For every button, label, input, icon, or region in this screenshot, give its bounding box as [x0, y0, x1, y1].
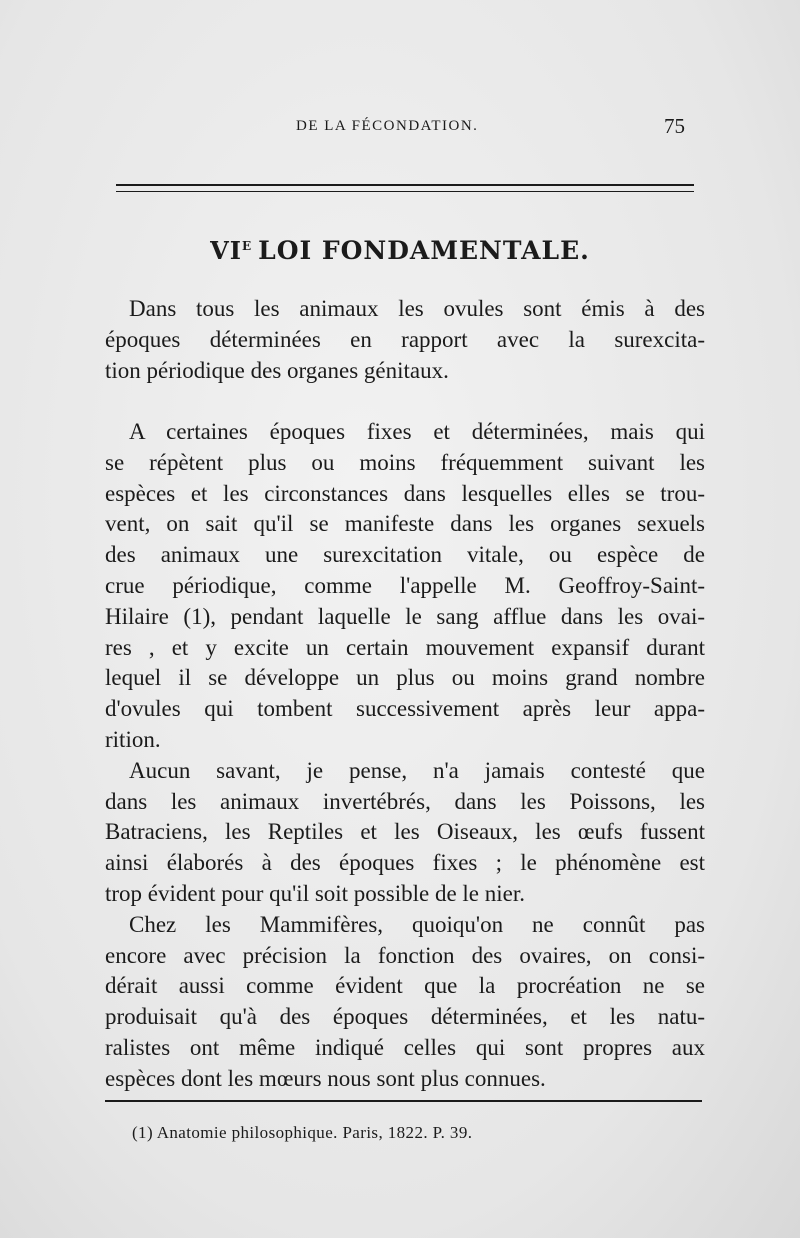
text-line: se répètent plus ou moins fréquemment suivant les	[105, 449, 705, 475]
text-line: époques déterminées en rapport avec la surexcita-	[105, 326, 705, 352]
section-title: LOI FONDAMENTALE.	[258, 236, 590, 265]
text-line: lequel il se développe un plus ou moins grand nombre	[105, 665, 705, 691]
footnote: (1) Anatomie philosophique. Paris, 1822. P. 39.	[132, 1123, 473, 1142]
running-head: DE LA FÉCONDATION.	[296, 118, 479, 134]
text-line: rition.	[105, 726, 161, 752]
text-line: encore avec précision la fonction des ovaires, on consi-	[105, 942, 705, 968]
text-line: Hilaire (1), pendant laquelle le sang afflue dans les ovai-	[105, 603, 705, 629]
text-line: A certaines époques fixes et déterminées, mais qui	[129, 419, 705, 444]
section-numeral-superscript: E	[241, 239, 253, 253]
text-line: dérait aussi comme évident que la procréation ne se	[105, 973, 705, 999]
text-line: produisait qu'à des époques déterminées, et les natu-	[105, 1004, 705, 1030]
text-line: Aucun savant, je pense, n'a jamais contesté que	[129, 757, 705, 783]
text-line: vent, on sait qu'il se manifeste dans les organes sexuels	[105, 511, 705, 537]
text-line: ainsi élaborés à des époques fixes ; le phénomène est	[105, 850, 705, 876]
text-line: espèces et les circonstances dans lesquelles elles se trou-	[105, 480, 705, 506]
text-line: res , et y excite un certain mouvement expansif durant	[105, 634, 705, 660]
section-heading	[0, 236, 800, 265]
text-line: d'ovules qui tombent successivement après leur appa-	[105, 696, 705, 722]
text-line: espèces dont les mœurs nous sont plus connues.	[105, 1065, 546, 1091]
text-line: tion périodique des organes génitaux.	[105, 357, 449, 383]
paragraph-1	[105, 417, 705, 1095]
page-number: 75	[664, 114, 685, 138]
footnote-rule	[105, 1100, 702, 1102]
text-line: Batraciens, les Reptiles et les Oiseaux, les œufs fussent	[105, 819, 705, 845]
header-rule	[116, 184, 694, 192]
text-line: ralistes ont même indiqué celles qui sont propres aux	[105, 1034, 705, 1060]
text-line: trop évident pour qu'il soit possible de le nier.	[105, 880, 525, 906]
section-numeral: VI	[210, 236, 242, 265]
text-line: Chez les Mammifères, quoiqu'on ne connût pas	[129, 911, 705, 937]
text-line: crue périodique, comme l'appelle M. Geoffroy-Saint-	[105, 572, 705, 598]
text-line: dans les animaux invertébrés, dans les Poissons, les	[105, 788, 705, 814]
law-statement	[105, 294, 705, 386]
text-line: des animaux une surexcitation vitale, ou espèce de	[105, 542, 705, 568]
text-line: Dans tous les animaux les ovules sont émis à des	[129, 296, 705, 321]
